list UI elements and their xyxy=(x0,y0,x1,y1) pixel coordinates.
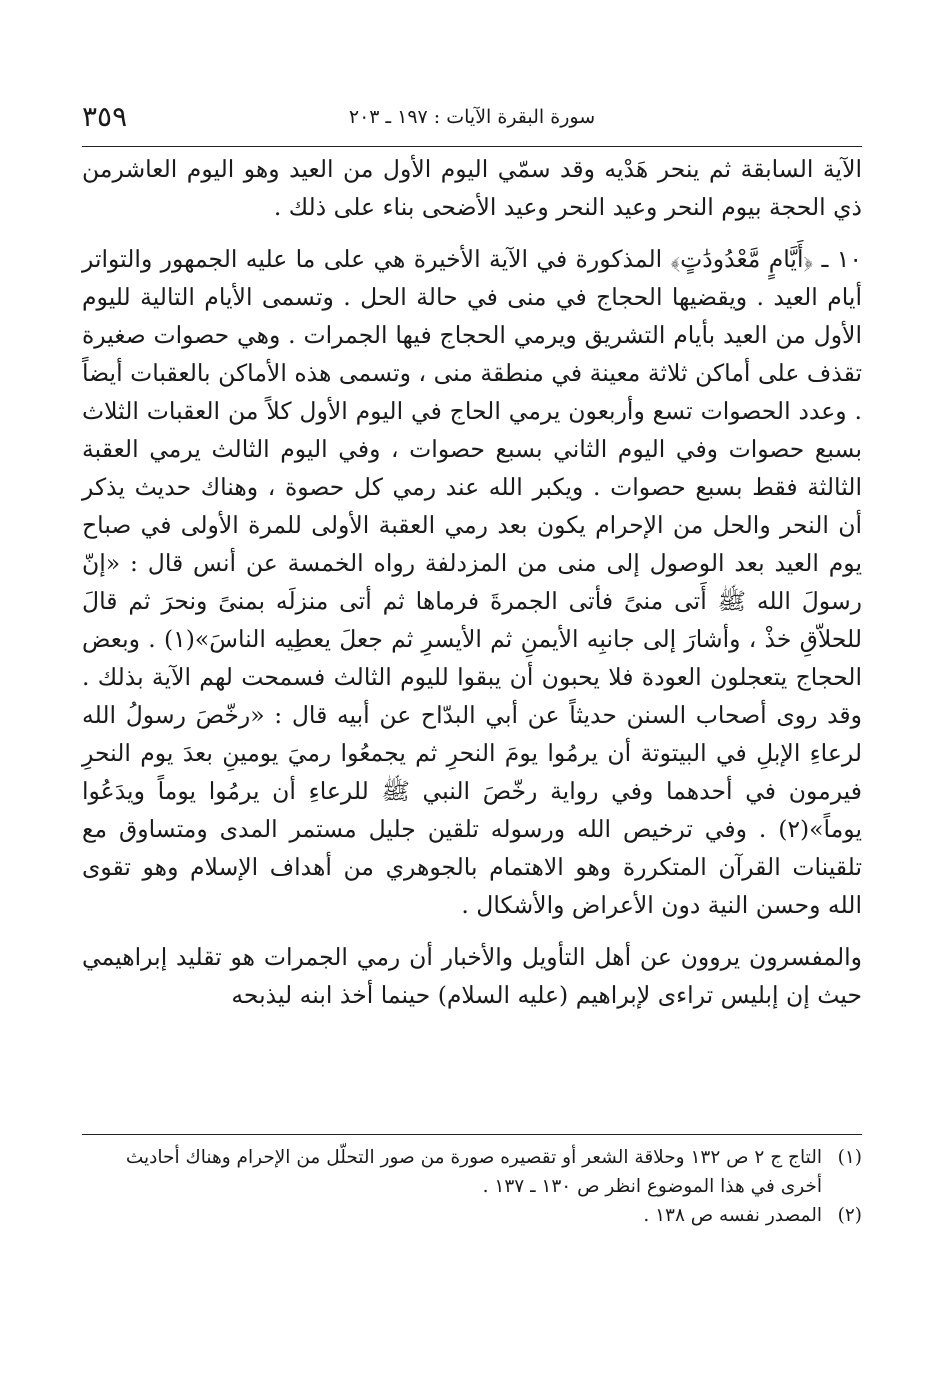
header-rule xyxy=(82,146,862,147)
footnote-number: (١) xyxy=(837,1147,862,1168)
footnote-2 xyxy=(82,1201,862,1230)
footnote-1 xyxy=(82,1143,862,1201)
paragraph-2: ١٠ ـ ﴿أَيَّامٍ مَّعْدُودَٰتٍ﴾ المذكورة في الآية الأخيرة هي على ما عليه الجمهور والتواتر أيام العيد . ويقضيها الحجاج في منى في حالة الحل . وتسمى الأيام التالية لليوم الأول من العيد بأيام التشريق ويرمي الحجاج فيها الجمرات . وهي حصوات صغيرة تقذف على أماكن ثلاثة معينة في منطقة منى ، وتسمى هذه الأماكن بالعقبات أيضاً . وعدد الحصوات تسع وأربعون يرمي الحاج في اليوم الأول كلاً من العقبات الثلاث بسبع حصوات وفي اليوم الثاني بسبع حصوات ، وفي اليوم الثالث يرمي العقبة الثالثة فقط بسبع حصوات . ويكبر الله عند رمي كل حصوة ، وهناك حديث يذكر أن النحر والحل من الإحرام يكون بعد رمي العقبة الأولى للمرة الأولى في صباح يوم العيد بعد الوصول إلى منى من المزدلفة رواه الخمسة عن أنس قال : «إنّ رسولَ الله ﷺ أَتى منىً فأتى الجمرةَ فرماها ثم أتى منزلَه بمنىً ونحرَ ثم قالَ للحلاّقِ خذْ ، وأشارَ إلى جانبِه الأيمنِ ثم الأيسرِ ثم جعلَ يعطِيه الناسَ»(١) . وبعض الحجاج يتعجلون العودة فلا يحبون أن يبقوا لليوم الثالث فسمحت لهم الآية بذلك . وقد روى أصحاب السنن حديثاً عن أبي البدّاح عن أبيه قال : «رخّصَ رسولُ الله لرعاءِ الإبلِ في البيتوتة أن يرمُوا يومَ النحرِ ثم يجمعُوا رميَ يومينِ بعدَ يوم النحرِ فيرمون في أحدهما وفي رواية رخّصَ النبي ﷺ للرعاءِ أن يرمُوا يوماً ويدَعُوا يوماً»(٢) . وفي ترخيص الله ورسوله تلقين جليل مستمر المدى ومتساوق مع تلقينات القرآن المتكررة وهو الاهتمام بالجوهري من أهداف الإسلام وهو تقوى الله وحسن النية دون الأعراض والأشكال . xyxy=(82,245,862,919)
page-number: ٣٥٩ xyxy=(82,100,128,133)
paragraph-gap xyxy=(82,226,862,240)
body-text xyxy=(82,150,862,1014)
footnote-text: المصدر نفسه ص ١٣٨ . xyxy=(643,1205,822,1226)
paragraph-gap xyxy=(82,924,862,938)
running-title: سورة البقرة الآيات : ١٩٧ ـ ٢٠٣ xyxy=(348,106,596,128)
footnote-text: التاج ج ٢ ص ١٣٢ وحلاقة الشعر أو تقصيره صورة من صور التحلّل من الإحرام وهناك أحاديث أخرى في هذا الموضوع انظر ص ١٣٠ ـ ١٣٧ . xyxy=(125,1147,822,1197)
page-header xyxy=(82,92,862,142)
paragraph-1: الآية السابقة ثم ينحر هَدْيه وقد سمّي اليوم الأول من العيد وهو اليوم العاشرمن ذي الحجة بيوم النحر وعيد النحر وعيد الأضحى بناء على ذلك . xyxy=(82,155,862,221)
footnote-number: (٢) xyxy=(837,1205,862,1226)
footnote-rule xyxy=(82,1134,862,1135)
document-page xyxy=(82,92,862,1014)
footnotes xyxy=(82,1134,862,1230)
paragraph-3: والمفسرون يروون عن أهل التأويل والأخبار أن رمي الجمرات هو تقليد إبراهيمي حيث إن إبليس تراءى لإبراهيم (عليه السلام) حينما أخذ ابنه ليذبحه xyxy=(82,943,862,1009)
